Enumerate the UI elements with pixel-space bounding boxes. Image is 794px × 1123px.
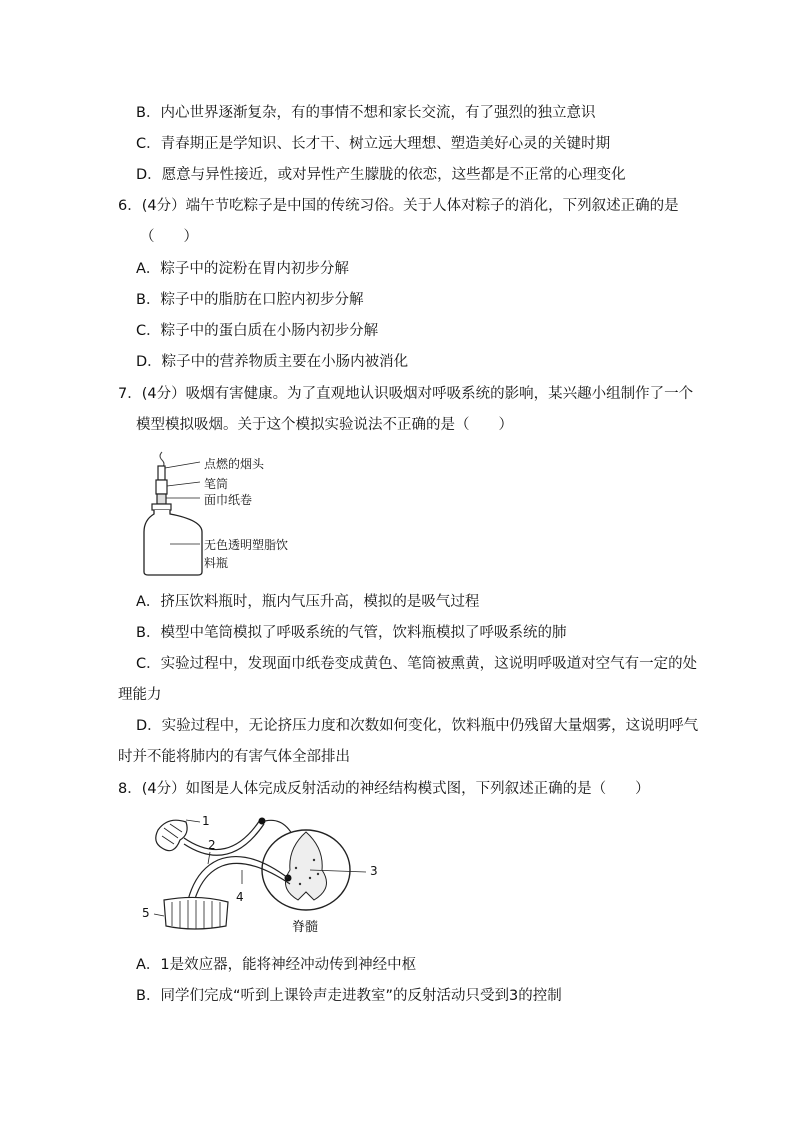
q7-option-d-line2: 时并不能将肺内的有害气体全部排出 [118,749,350,765]
q6-stem-line2: （ ） [140,229,198,245]
reflex-arc-diagram [138,808,388,943]
q7-option-b: B．模型中笔筒模拟了呼吸系统的气管，饮料瓶模拟了呼吸系统的肺 [136,625,567,641]
q7-stem-line1: 7．(4分）吸烟有害健康。为了直观地认识吸烟对呼吸系统的影响，某兴趣小组制作了一个 [118,386,694,402]
label-bottle-line1: 无色透明塑脂饮 [204,538,289,552]
label-bottle-line2: 料瓶 [204,556,229,570]
label-2: 2 [208,838,216,852]
label-3: 3 [370,864,378,878]
q7-stem-line2: 模型模拟吸烟。关于这个模拟实验说法不正确的是（ ） [136,417,513,433]
q8-option-a: A．1是效应器，能将神经冲动传到神经中枢 [136,957,417,973]
q6-option-c: C．粽子中的蛋白质在小肠内初步分解 [136,323,379,339]
cigarette-shape [158,466,165,480]
tissue-roll-shape [157,494,166,504]
q8-stem: 8．(4分）如图是人体完成反射活动的神经结构模式图，下列叙述正确的是（ ） [118,781,650,797]
q6-stem-line1: 6．(4分）端午节吃粽子是中国的传统习俗。关于人体对粽子的消化，下列叙述正确的是 [118,198,679,214]
label-spinal-cord: 脊髓 [292,920,319,935]
q8-option-b: B．同学们完成“听到上课铃声走进教室”的反射活动只受到3的控制 [136,988,562,1004]
reflex-arc-figure [138,808,388,943]
q7-option-c-line1: C．实验过程中，发现面巾纸卷变成黄色、笔筒被熏黄，这说明呼吸道对空气有一定的处 [136,656,698,672]
smoking-model-figure [140,448,320,578]
q7-option-a: A．挤压饮料瓶时，瓶内气压升高，模拟的是吸气过程 [136,594,480,610]
q6-option-b: B．粽子中的脂肪在口腔内初步分解 [136,292,364,308]
q7-option-c-line2: 理能力 [118,687,162,703]
label-pen-tube: 笔筒 [204,477,229,491]
q5-option-c: C．青春期正是学知识、长才干、树立远大理想、塑造美好心灵的关键时期 [136,136,611,152]
plastic-bottle-shape [144,510,202,575]
pen-tube-shape [156,480,167,494]
label-4: 4 [236,890,244,904]
sensory-neuron-path [184,820,260,850]
q5-option-d: D．愿意与异性接近，或对异性产生朦胧的依恋，这些都是不正常的心理变化 [136,167,626,183]
label-5: 5 [142,906,150,920]
bottle-cap-shape [152,504,171,510]
q5-option-b: B．内心世界逐渐复杂，有的事情不想和家长交流，有了强烈的独立意识 [136,105,596,121]
q6-option-d: D．粽子中的营养物质主要在小肠内被消化 [136,354,409,370]
q6-option-a: A．粽子中的淀粉在胃内初步分解 [136,261,349,277]
q7-option-d-line1: D．实验过程中，无论挤压力度和次数如何变化，饮料瓶中仍残留大量烟雾，这说明呼气 [136,718,699,734]
label-lit-cigarette: 点燃的烟头 [204,457,265,471]
label-tissue-roll: 面巾纸卷 [204,493,253,507]
label-1: 1 [202,814,210,828]
